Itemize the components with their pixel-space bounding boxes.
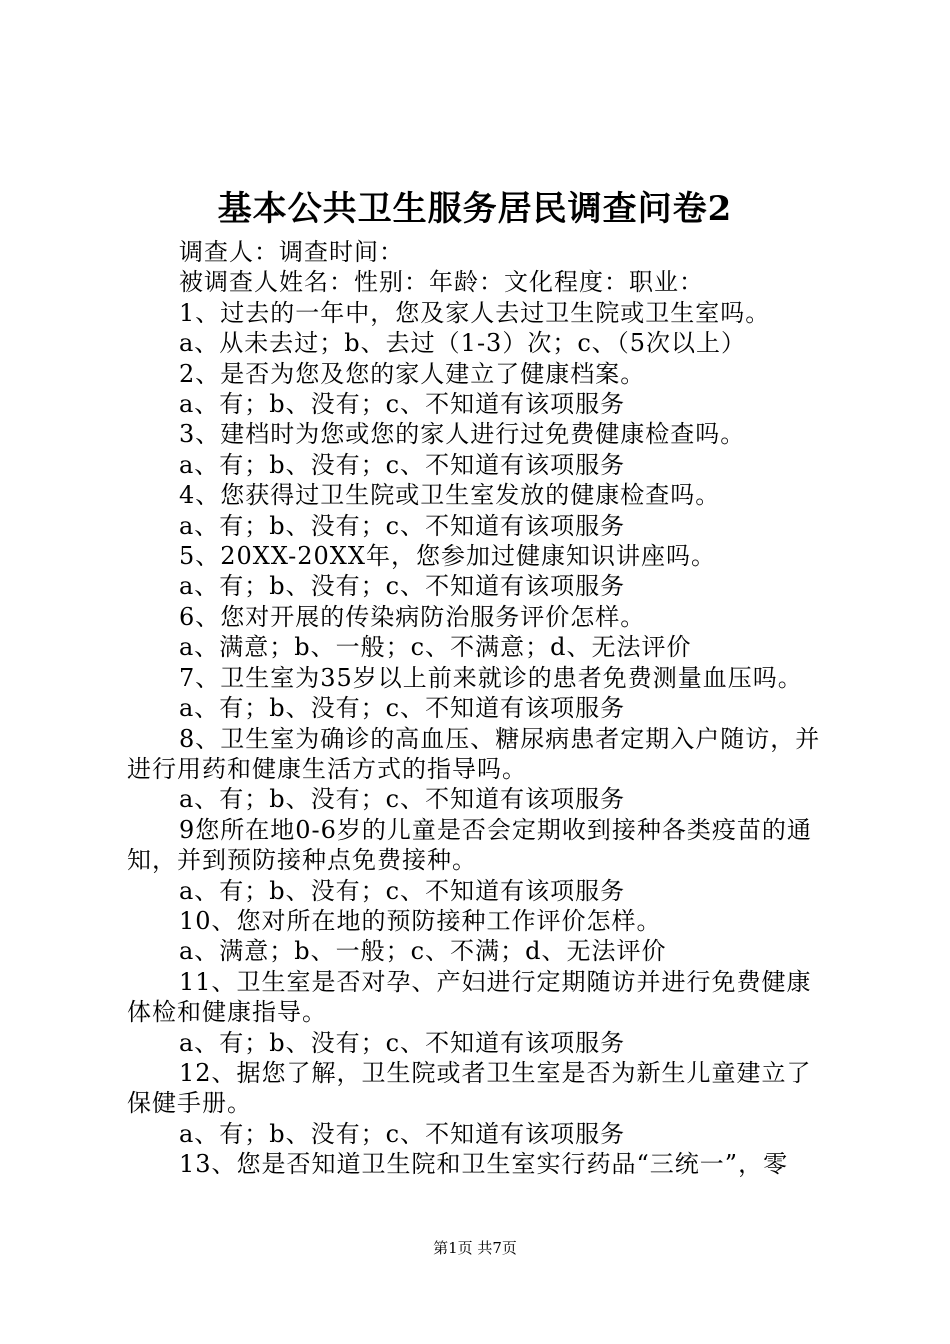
text-line: 6、您对开展的传染病防治服务评价怎样。 [179, 602, 646, 631]
text-line: a、有；b、没有；c、不知道有该项服务 [179, 572, 626, 601]
text-line: 12、据您了解，卫生院或者卫生室是否为新生儿童建立了 [179, 1058, 812, 1087]
text-line: a、从未去过；b、去过（1-3）次；c、（5次以上） [179, 329, 747, 358]
text-line: a、有；b、没有；c、不知道有该项服务 [179, 694, 626, 723]
page-footer: 第1页 共7页 [433, 1239, 517, 1257]
text-line: 体检和健康指导。 [127, 998, 327, 1027]
text-line: a、有；b、没有；c、不知道有该项服务 [179, 511, 626, 540]
text-line: 1、过去的一年中，您及家人去过卫生院或卫生室吗。 [179, 298, 771, 327]
text-line: 调查人：调查时间： [179, 238, 404, 266]
text-line: 13、您是否知道卫生院和卫生室实行药品“三统一”，零 [179, 1150, 789, 1179]
text-line: 9您所在地0-6岁的儿童是否会定期收到接种各类疫苗的通 [179, 815, 812, 844]
text-line: 7、卫生室为35岁以上前来就诊的患者免费测量血压吗。 [179, 663, 803, 692]
text-line: 11、卫生室是否对孕、产妇进行定期随访并进行免费健康 [179, 967, 812, 996]
document-title: 基本公共卫生服务居民调查问卷2 [217, 189, 733, 229]
text-line: a、有；b、没有；c、不知道有该项服务 [179, 1119, 626, 1148]
text-line: 5、20XX-20XX年，您参加过健康知识讲座吗。 [179, 542, 716, 571]
text-line: a、满意；b、一般；c、不满意；d、无法评价 [179, 633, 692, 662]
text-line: a、有；b、没有；c、不知道有该项服务 [179, 785, 626, 814]
text-line: 2、是否为您及您的家人建立了健康档案。 [179, 359, 646, 388]
text-line: 进行用药和健康生活方式的指导吗。 [127, 754, 527, 783]
text-line: 被调查人姓名：性别：年龄：文化程度：职业： [179, 268, 704, 297]
text-line: a、满意；b、一般；c、不满；d、无法评价 [179, 937, 667, 966]
document-body [127, 237, 827, 1180]
text-line: 保健手册。 [127, 1089, 252, 1118]
text-line: a、有；b、没有；c、不知道有该项服务 [179, 1028, 626, 1057]
text-line: 4、您获得过卫生院或卫生室发放的健康检查吗。 [179, 481, 721, 510]
text-line: 10、您对所在地的预防接种工作评价怎样。 [179, 906, 662, 935]
text-line: 8、卫生室为确诊的高血压、糖尿病患者定期入户随访，并 [179, 724, 821, 753]
text-line: a、有；b、没有；c、不知道有该项服务 [179, 390, 626, 419]
text-line: a、有；b、没有；c、不知道有该项服务 [179, 450, 626, 479]
text-line: 3、建档时为您或您的家人进行过免费健康检查吗。 [179, 420, 746, 449]
text-line: a、有；b、没有；c、不知道有该项服务 [179, 876, 626, 905]
text-line: 知，并到预防接种点免费接种。 [127, 846, 477, 875]
